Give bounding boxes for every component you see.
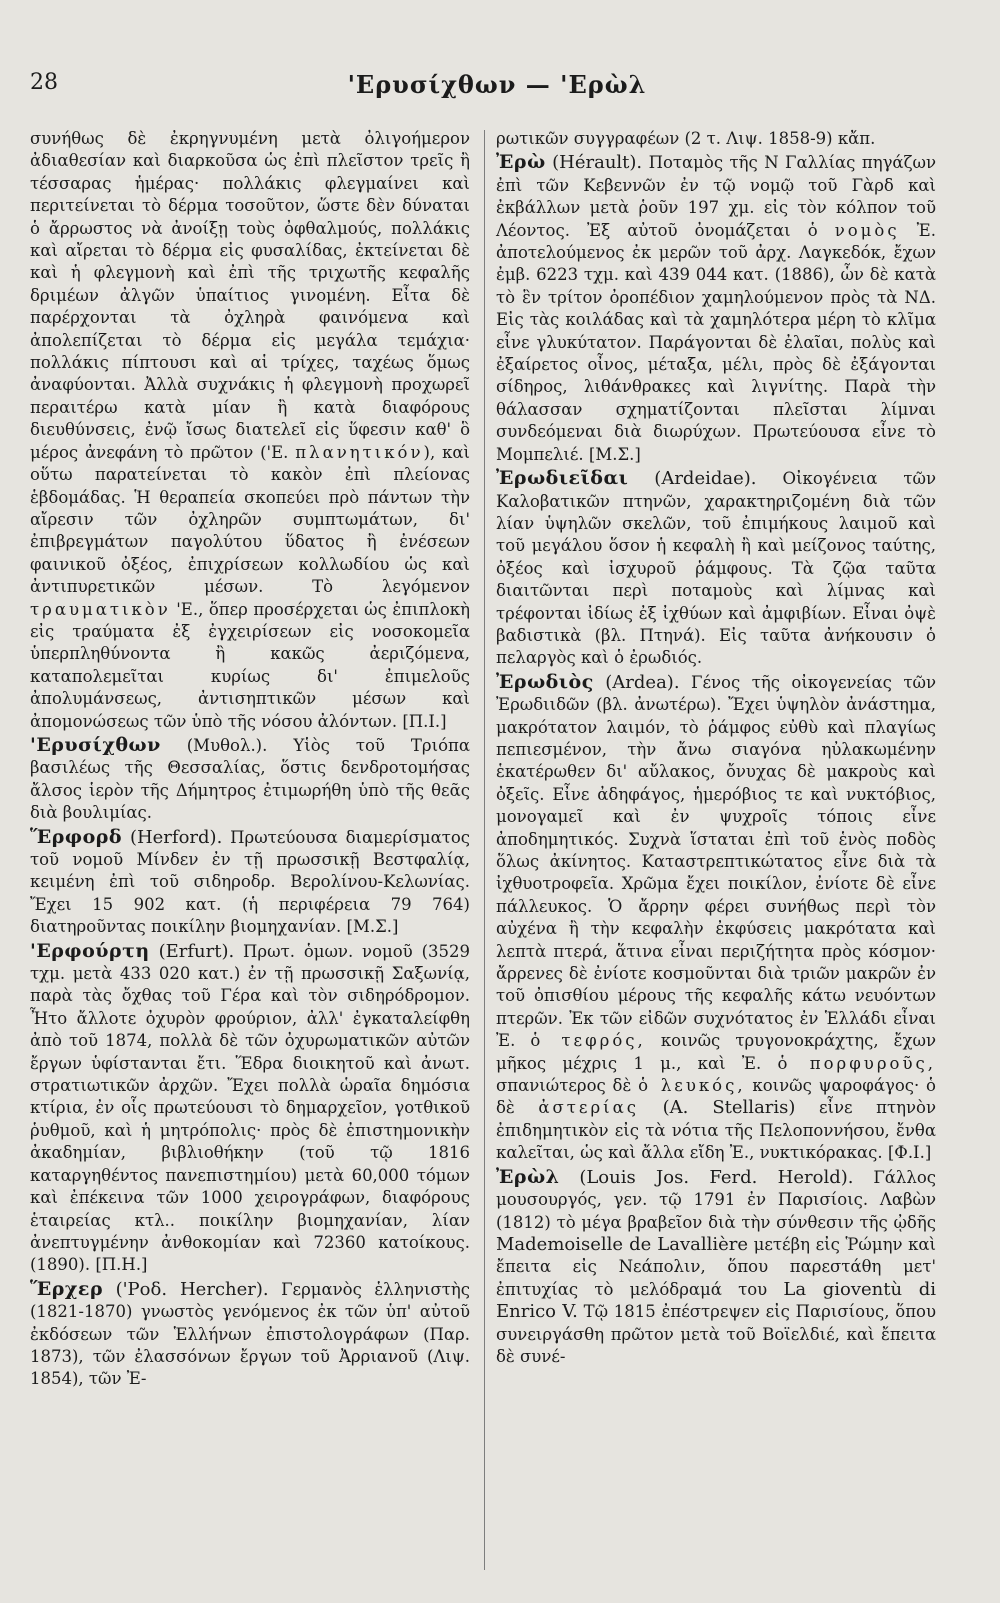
left-column [30, 128, 470, 1391]
headword: Ἐρὼλ [496, 1165, 560, 1188]
running-title: 'Ερυσίχθων — 'Ερὼλ [347, 70, 647, 99]
entry-herault: Ἐρὼ (Hérault). Ποταμὸς τῆς Ν Γαλλίας πηγάζων ἐπὶ τῶν Κεβεννῶν ἐν τῷ νομῷ τοῦ Γὰρδ καὶ ἐκβάλλων μετὰ ῥοῦν 197 χμ. εἰς τὸν κόλπον τοῦ Λέοντος. Ἐξ αὐτοῦ ὀνομάζεται ὁ νομὸς Ἐ. ἀποτελούμενος ἐκ μερῶν τοῦ ἀρχ. Λαγκεδόκ, ἔχων ἐμβ. 6223 τχμ. καὶ 439 044 κατ. (1886), ὧν δὲ κατὰ τὸ ἓν τρίτον ὀροπέδιον χαμηλούμενον πρὸς τὰ ΝΔ. Εἰς τὰς κοιλάδας καὶ τὰ χαμηλότερα μέρη τὸ κλῖμα εἶνε γλυκύτατον. Παράγονται δὲ ἐλαῖαι, πολὺς καὶ ἐξαίρετος οἶνος, μέταξα, μέλι, πρὸς δὲ ἐξάγονται σίδηρος, λιθάνθρακες καὶ λιγνίτης. Παρὰ τὴν θάλασσαν σχηματίζονται πλεῖσται λίμναι συνδεόμεναι διὰ διωρύχων. Πρωτεύουσα εἶνε τὸ Μομπελιέ. [Μ.Σ.] [496, 151, 937, 464]
entry-continuation: συνήθως δὲ ἐκρηγνυμένη μετὰ ὀλιγοήμερον ἀδιαθεσίαν καὶ διαρκοῦσα ὡς ἐπὶ πλεῖστον τρεῖς ἢ τέσσαρας ἡμέρας· πολλάκις φλεγμαίνει καὶ περιτείνεται τὸ δέρμα τοσοῦτον, ὥστε δὲν δύναται ὁ ἄρρωστος νὰ ἀνοίξῃ τοὺς ὀφθαλμούς, πολλάκις καὶ αἴρεται τὸ δέρμα εἰς φυσαλίδας, ἐκτείνεται δὲ καὶ ἡ φλεγμονὴ καὶ ἐπὶ τῆς τριχωτῆς κεφαλῆς δριμέων ἀλγῶν ὑπαίτιος γινομένη. Εἶτα δὲ παρέρχονται τὰ ὀχληρὰ φαινόμενα καὶ ἀπολεπίζεται τὸ δέρμα εἰς μεγάλα τεμάχια· πολλάκις πίπτουσι καὶ αἱ τρίχες, ταχέως ὅμως ἀναφύονται. Ἀλλὰ συχνάκις ἡ φλεγμονὴ προχωρεῖ περαιτέρω κατὰ μίαν ἢ κατὰ διαφόρους διευθύνσεις, ἐνῷ ἴσως διατελεῖ εἰς ὕφεσιν καθ' ὃ μέρος ἀνεφάνη τὸ πρῶτον ('Ε. πλανητικόν), καὶ οὕτω παρατείνεται τὸ κακὸν ἐπὶ πλείονας ἑβδομάδας. Ἡ θεραπεία σκοπεύει πρὸ πάντων τὴν αἴρεσιν τῶν ὀχληρῶν συμπτωμάτων, δι' ἐπιβρεγμάτων παγολύτου ὕδατος ἢ ἐνέσεων φαινικοῦ ὀξέος, ἐπιχρίσεων κολλωδίου ὡς καὶ ἀντιπυρετικῶν μέσων. Τὸ λεγόμενον τραυματικὸν 'Ε., ὅπερ προσέρχεται ὡς ἐπιπλοκὴ εἰς τραύματα ἐξ ἐγχειρίσεων εἰς νοσοκομεῖα ὑπερπληθύνοντα ἢ κακῶς ἀεριζόμενα, καταπολεμεῖται κυρίως δι' ἐπιμελοῦς ἀπολυμάνσεως, ἀντισηπτικῶν μέσων καὶ ἀπομονώσεως τῶν ὑπὸ τῆς νόσου ἀλόντων. [Π.Ι.] [30, 129, 470, 731]
entry-ardea: Ἐρωδιὸς (Ardea). Γένος τῆς οἰκογενείας τῶν Ἐρωδιιδῶν (βλ. ἀνωτέρω). Ἔχει ὑψηλὸν ἀνάστημα, μακρότατον λαιμόν, τὸ ῥάμφος εὐθὺ καὶ πλαγίως πεπιεσμένον, τὴν ἄνω σιαγόνα ηὐλακωμένην ἑκατέρωθεν δι' αὔλακος, ὄνυχας δὲ μακροὺς καὶ ὀξεῖς. Εἶνε ἀδηφάγος, ἡμερόβιος τε καὶ νυκτόβιος, μονογαμεῖ καὶ ἐν ψυχροῖς τόποις εἶνε ἀποδημητικός. Συχνὰ ἵσταται ἐπὶ τοῦ ἑνὸς ποδὸς ὅλως ἀκίνητος. Καταστρεπτικώτατος εἶνε διὰ τὰ ἰχθυοτροφεῖα. Χρῶμα ἔχει ποικίλον, ἐνίοτε δὲ εἶνε πάλλευκος. Ὁ ἄρρην φέρει συνήθως περὶ τὸν αὐχένα ἢ τὴν κεφαλὴν ἐκφύσεις μακρότατα καὶ λεπτὰ πτερά, ἅτινα εἶναι περιζήτητα πρὸς κόσμον· ἄρρενες δὲ ἐνίοτε κοσμοῦνται διὰ τριῶν μακρῶν ἐν τοῦ ὀπισθίου μέρους τῆς κεφαλῆς κάτω νευόντων πτερῶν. Ἐκ τῶν εἰδῶν συχνότατος ἐν Ἑλλάδι εἶναι Ἐ. ὁ τεφρός, κοινῶς τρυγονοκράχτης, ἔχων μῆκος μέχρις 1 μ., καὶ Ἐ. ὁ πορφυροῦς, σπανιώτερος δὲ ὁ λευκός, κοινῶς ψαροφάγος· ὁ δὲ ἀστερίας (A. Stellaris) εἶνε πτηνὸν ἐπιδημητικὸν εἰς τὰ νότια τῆς Πελοποννήσου, ἔνθα καλεῖται, ὡς καὶ ἄλλα εἴδη Ἐ., νυκτικόρακας. [Φ.Ι.] [496, 670, 937, 1163]
page-number: 28 [30, 70, 58, 95]
right-column [496, 128, 936, 1368]
headword: Ἕρχερ [30, 1277, 104, 1300]
headword: Ἐρὼ [496, 151, 546, 174]
headword: Ἐρωδιὸς [496, 670, 594, 693]
headword: 'Ερυσίχθων [30, 733, 161, 756]
headword: 'Ερφούρτη [30, 939, 150, 962]
entry-erysichthon: 'Ερυσίχθων (Μυθολ.). Υἱὸς τοῦ Τριόπα βασιλέως τῆς Θεσσαλίας, ὅστις δενδροτομήσας ἄλσος ἱερὸν τῆς Δήμητρος ἐτιμωρήθη ὑπὸ τῆς θεᾶς διὰ βουλιμίας. [30, 733, 471, 823]
headword: Ἕρφορδ [30, 825, 123, 848]
page-header [22, 70, 972, 110]
entry-hercher: Ἕρχερ ('Ροδ. Hercher). Γερμανὸς ἑλληνιστὴς (1821-1870) γνωστὸς γενόμενος ἐκ τῶν ὑπ' αὐτοῦ ἐκδόσεων τῶν Ἑλλήνων ἐπιστολογράφων (Παρ. 1873), τῶν ἐλασσόνων ἔργων τοῦ Ἀρριανοῦ (Λιψ. 1854), τῶν Ἐ- [30, 1277, 471, 1389]
entry-herold: Ἐρὼλ (Louis Jos. Ferd. Herold). Γάλλος μουσουργός, γεν. τῷ 1791 ἐν Παρισίοις. Λαβὼν (1812) τὸ μέγα βραβεῖον διὰ τὴν σύνθεσιν τῆς ᾠδῆς Mademoiselle de Lavallière μετέβη εἰς Ῥώμην καὶ ἔπειτα εἰς Νεάπολιν, ὅπου παρεστάθη μετ' ἐπιτυχίας τὸ μελόδραμά του La gioventù di Enrico V. Τῷ 1815 ἐπέστρεψεν εἰς Παρισίους, ὅπου συνειργάσθη πρῶτον μετὰ τοῦ Βοϊελδιέ, καὶ ἔπειτα δὲ συνέ- [496, 1165, 937, 1366]
entry-erfurt: 'Ερφούρτη (Erfurt). Πρωτ. ὁμων. νομοῦ (3529 τχμ. μετὰ 433 020 κατ.) ἐν τῇ πρωσσικῇ Σαξωνίᾳ, παρὰ τὰς ὄχθας τοῦ Γέρα καὶ τὸν σιδηρόδρομον. Ἦτο ἄλλοτε ὀχυρὸν φρούριον, ἀλλ' ἐγκαταλείφθη ἀπὸ τοῦ 1874, πολλὰ δὲ τῶν ὀχυρωματικῶν αὐτῶν ἔργων ὑφίστανται ἔτι. Ἕδρα διοικητοῦ καὶ ἀνωτ. στρατιωτικῶν ἀρχῶν. Ἔχει πολλὰ ὡραῖα δημόσια κτίρια, ἐν οἷς πρωτεύουσι τὸ δημαρχεῖον, γοτθικοῦ ῥυθμοῦ, καὶ ἡ μητρόπολις· πρὸς δὲ ἐπιστημονικὴν ἀκαδημίαν, βιβλιοθήκην (τοῦ τῷ 1816 καταργηθέντος πανεπιστημίου) μετὰ 60,000 τόμων καὶ ἐπέκεινα τῶν 1000 χειρογράφων, διαφόρους ἑταιρείας κτλ.. ποικίλην βιομηχανίαν, λίαν ἀνεπτυγμένην ἀνθοκομίαν καὶ 72360 κατοίκους. (1890). [Π.Η.] [30, 939, 470, 1275]
entry-continuation-right: ρωτικῶν συγγραφέων (2 τ. Λιψ. 1858-9) κἄπ. [496, 129, 876, 148]
entry-ardeidae: Ἐρωδιεῖδαι (Ardeidae). Οἰκογένεια τῶν Καλοβατικῶν πτηνῶν, χαρακτηριζομένη διὰ τῶν λίαν ὑψηλῶν σκελῶν, τοῦ ἐπιμήκους λαιμοῦ καὶ τοῦ μεγάλου ὅσον ἡ κεφαλὴ ἢ καὶ μείζονος ταύτης, ὀξέος καὶ ἰσχυροῦ ῥάμφους. Τὰ ζῷα ταῦτα διαιτῶνται περὶ ποταμοὺς καὶ λίμνας καὶ τρέφονται ἰδίως ἐξ ἰχθύων καὶ ἀμφιβίων. Εἶναι ὀψὲ βαδιστικὰ (βλ. Πτηνά). Εἰς ταῦτα ἀνήκουσιν ὁ πελαργὸς καὶ ὁ ἐρωδιός. [496, 467, 937, 668]
entry-herford: Ἕρφορδ (Herford). Πρωτεύουσα διαμερίσματος τοῦ νομοῦ Μίνδεν ἐν τῇ πρωσσικῇ Βεστφαλίᾳ, κειμένη ἐπὶ τοῦ σιδηροδρ. Βερολίνου-Κελωνίας. Ἔχει 15 902 κατ. (ἡ περιφέρεια 79 764) διατηροῦντας ποικίλην βιομηχανίαν. [Μ.Σ.] [30, 825, 471, 937]
column-divider [484, 130, 485, 1570]
headword: Ἐρωδιεῖδαι [496, 467, 629, 490]
